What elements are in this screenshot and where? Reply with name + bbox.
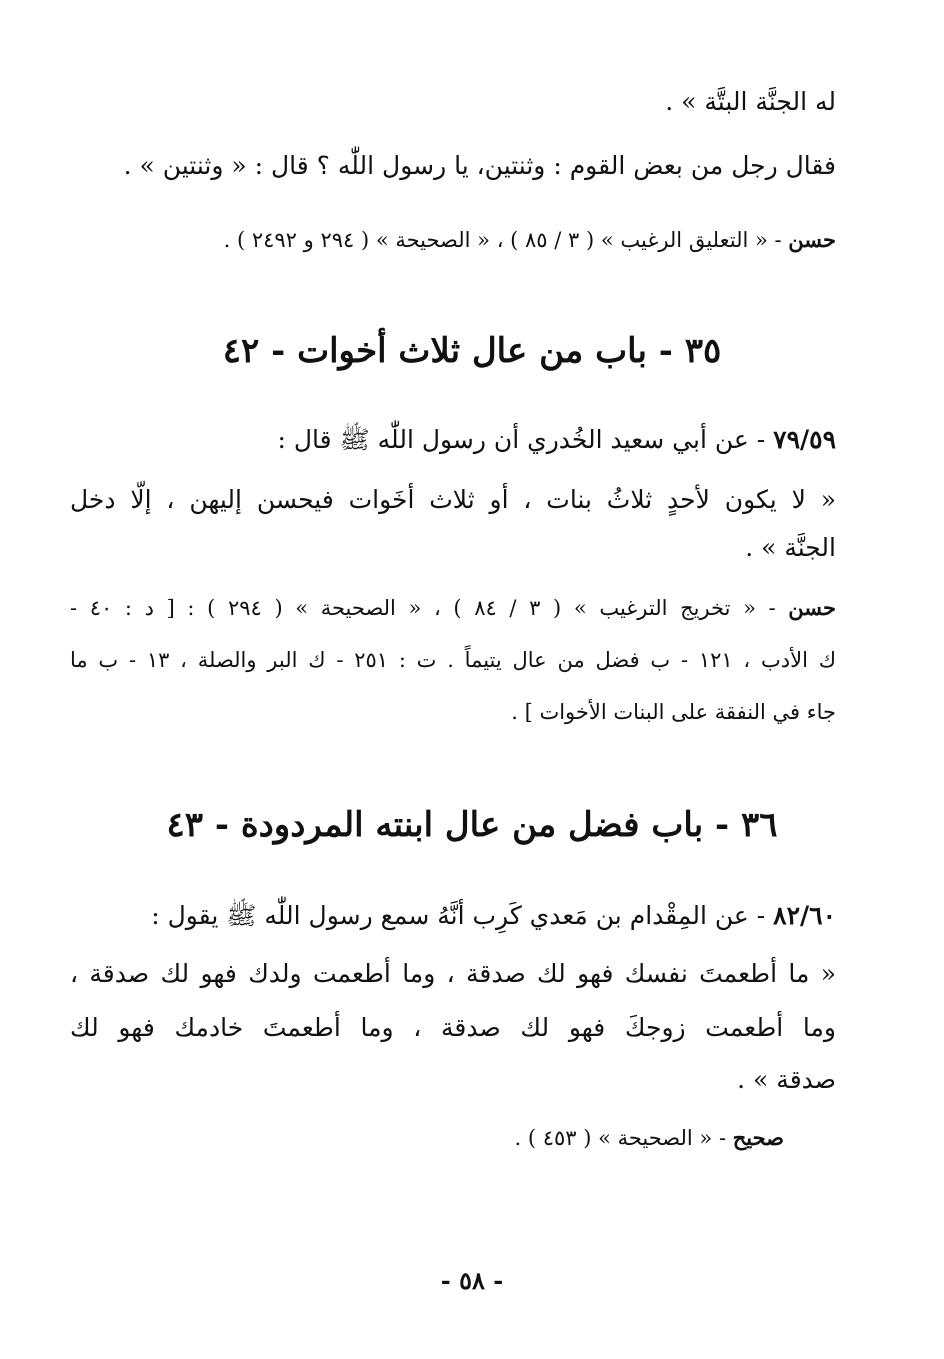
hadith-grade: حسن [788, 227, 836, 252]
hadith-text-line: « لا يكون لأحدٍ ثلاثُ بنات ، أو ثلاث أخَوات فيحسن إليهن ، إلّا دخل [70, 485, 836, 514]
hadith-grade: صحيح [732, 1125, 784, 1150]
source-line: ك الأدب ، ١٢١ - ب فضل من عال يتيماً . ت : ٢٥١ - ك البر والصلة ، ١٣ - ب ما [70, 648, 836, 672]
page-number: - ٥٨ - [440, 1266, 504, 1295]
hadith-grade: حسن [788, 595, 836, 620]
chapter-heading: ٣٦ - باب فضل من عال ابنته المردودة - ٤٣ [166, 805, 778, 845]
hadith-intro-line [70, 424, 836, 456]
text-line: له الجنَّة البتَّة » . [665, 87, 836, 116]
source-text: - « تخريج الترغيب » ( ٣ / ٨٤ ) ، « الصحيحة » ( ٢٩٤ ) : [ د : ٤٠ - [70, 596, 789, 620]
hadith-number: ٨٢/٦٠ [773, 901, 836, 930]
hadith-intro-line [70, 900, 836, 932]
hadith-intro: - عن المِقْدام بن مَعدي كَرِب أنَّهُ سمع رسول اللّٰه ﷺ يقول : [151, 901, 774, 930]
hadith-intro: - عن أبي سعيد الخُدري أن رسول اللّٰه ﷺ قال : [277, 425, 774, 454]
source-line [70, 224, 836, 256]
source-line [70, 1122, 784, 1154]
hadith-text-line: الجنَّة » . [745, 533, 836, 562]
chapter-heading: ٣٥ - باب من عال ثلاث أخوات - ٤٢ [222, 331, 722, 371]
hadith-text-line: وما أطعمت زوجكَ فهو لك صدقة ، وما أطعمتَ خادمك فهو لك [70, 1013, 836, 1042]
source-line [70, 592, 836, 624]
hadith-text-line: « ما أطعمتَ نفسك فهو لك صدقة ، وما أطعمت ولدك فهو لك صدقة ، [70, 959, 836, 988]
text-line: فقال رجل من بعض القوم : وثنتين، يا رسول اللّٰه ؟ قال : « وثنتين » . [123, 151, 836, 180]
hadith-text-line: صدقة » . [737, 1065, 836, 1094]
hadith-number: ٧٩/٥٩ [773, 425, 836, 454]
source-line: جاء في النفقة على البنات الأخوات ] . [511, 700, 836, 724]
source-text: - « الصحيحة » ( ٤٥٣ ) . [514, 1126, 733, 1150]
source-text: - « التعليق الرغيب » ( ٣ / ٨٥ ) ، « الصحيحة » ( ٢٩٤ و ٢٤٩٢ ) . [223, 228, 789, 252]
